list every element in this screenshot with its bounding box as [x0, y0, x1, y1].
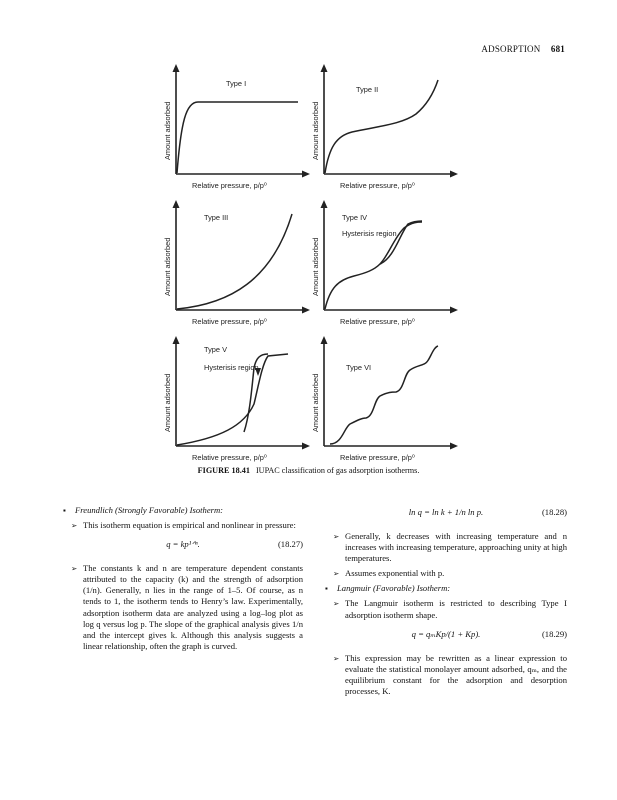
isotherm-plot-type-5: [160, 334, 310, 462]
y-axis-arrow: [321, 336, 328, 344]
equation-18-29: [325, 629, 567, 643]
y-axis-arrow: [321, 200, 328, 208]
langmuir-paragraph-1: ➢ The Langmuir isotherm is restricted to describing Type I adsorption isotherm shape.: [325, 598, 567, 620]
freundlich-paragraph-4: ➢ Assumes exponential with p.: [325, 568, 567, 579]
y-axis-label: Amount adsorbed: [163, 237, 172, 296]
isotherm-curve: [177, 102, 298, 173]
x-axis-arrow: [450, 171, 458, 178]
x-axis-arrow: [450, 443, 458, 450]
left-column: [63, 505, 303, 656]
isotherm-plot-type-2: [308, 62, 458, 190]
x-axis-label: Relative pressure, p/p⁰: [192, 317, 267, 326]
isotherm-curve-desorption: [380, 221, 422, 264]
isotherm-plot-type-6: [308, 334, 458, 462]
y-axis-arrow: [173, 336, 180, 344]
panel-title: Type II: [356, 85, 379, 94]
x-axis-arrow: [450, 307, 458, 314]
x-axis-label: Relative pressure, p/p⁰: [340, 181, 415, 190]
panel-title: Type III: [204, 213, 229, 222]
equation-formula: q = kp¹ᐟⁿ.: [166, 539, 200, 550]
freundlich-paragraph-2: ➢ The constants k and n are temperature dependent constants attributed to the capacity (k) and the strength of adsorption (1/n). Generally, n lies in the range of 1–5. Of course, as n tends to 1, the isotherm tends to Henry’s law. Experimentally, adsorption isotherm data are analyzed using a log–log plot as log q versus log p. The slope of the graphical analysis gives 1/n and the intercept gives k. Although this analysis suggests a linear relationship, often the graph is curved.: [63, 563, 303, 652]
isotherm-panel-type-4: [308, 198, 458, 326]
equation-formula: q = qₘKp/(1 + Kp).: [411, 628, 481, 639]
isotherm-panel-type-2: [308, 62, 458, 190]
x-axis-label: Relative pressure, p/p⁰: [340, 453, 415, 462]
isotherm-panel-type-3: [160, 198, 310, 326]
equation-formula: ln q = ln k + 1/n ln p.: [408, 507, 484, 517]
running-header: [481, 44, 565, 54]
isotherm-curve: [325, 80, 438, 173]
hysteresis-label: Hysterisis region: [204, 363, 259, 372]
figure-label: FIGURE 18.41: [197, 466, 250, 475]
isotherm-plot-type-1: [160, 62, 310, 190]
y-axis-arrow: [173, 200, 180, 208]
y-axis-label: Amount adsorbed: [163, 373, 172, 432]
isotherm-plot-type-3: [160, 198, 310, 326]
x-axis-label: Relative pressure, p/p⁰: [340, 317, 415, 326]
panel-title: Type VI: [346, 363, 372, 372]
equation-18-28: [325, 507, 567, 521]
figure-caption: [0, 466, 617, 475]
panel-title: Type IV: [342, 213, 368, 222]
freundlich-paragraph-3: ➢ Generally, k decreases with increasing temperature and n increases with increasing temperature, approaching unity at high temperatures.: [325, 531, 567, 564]
isotherm-panel-type-5: [160, 334, 310, 462]
isotherm-curve: [177, 214, 292, 309]
equation-number: (18.28): [541, 507, 567, 517]
panel-title: Type V: [204, 345, 228, 354]
y-axis-label: Amount adsorbed: [311, 237, 320, 296]
langmuir-heading: ▪ Langmuir (Favorable) Isotherm:: [325, 583, 567, 594]
y-axis-arrow: [173, 64, 180, 72]
equation-number: (18.27): [277, 539, 303, 550]
y-axis-label: Amount adsorbed: [163, 101, 172, 160]
figure-caption-text: IUPAC classification of gas adsorption isotherms.: [255, 466, 420, 475]
section-title: ADSORPTION: [481, 44, 541, 54]
hysteresis-label: Hysterisis region: [342, 229, 397, 238]
right-column: [325, 505, 567, 701]
page-number: 681: [550, 44, 565, 54]
freundlich-heading: ▪ Freundlich (Strongly Favorable) Isotherm:: [63, 505, 303, 516]
y-axis-arrow: [321, 64, 328, 72]
isotherm-panel-type-6: [308, 334, 458, 462]
isotherm-curve: [330, 346, 438, 444]
panel-title: Type I: [226, 79, 247, 88]
x-axis-label: Relative pressure, p/p⁰: [192, 453, 267, 462]
isotherm-plot-type-4: [308, 198, 458, 326]
equation-18-27: [63, 539, 303, 553]
langmuir-paragraph-2: ➢ This expression may be rewritten as a linear expression to evaluate the statistical monolayer amount adsorbed, qₘ, and the equilibrium constant for the adsorption and desorption processes, K.: [325, 653, 567, 697]
equation-number: (18.29): [541, 628, 567, 639]
x-axis-label: Relative pressure, p/p⁰: [192, 181, 267, 190]
isotherm-panel-type-1: [160, 62, 310, 190]
y-axis-label: Amount adsorbed: [311, 101, 320, 160]
freundlich-paragraph-1: ➢ This isotherm equation is empirical and nonlinear in pressure:: [63, 520, 303, 531]
y-axis-label: Amount adsorbed: [311, 373, 320, 432]
